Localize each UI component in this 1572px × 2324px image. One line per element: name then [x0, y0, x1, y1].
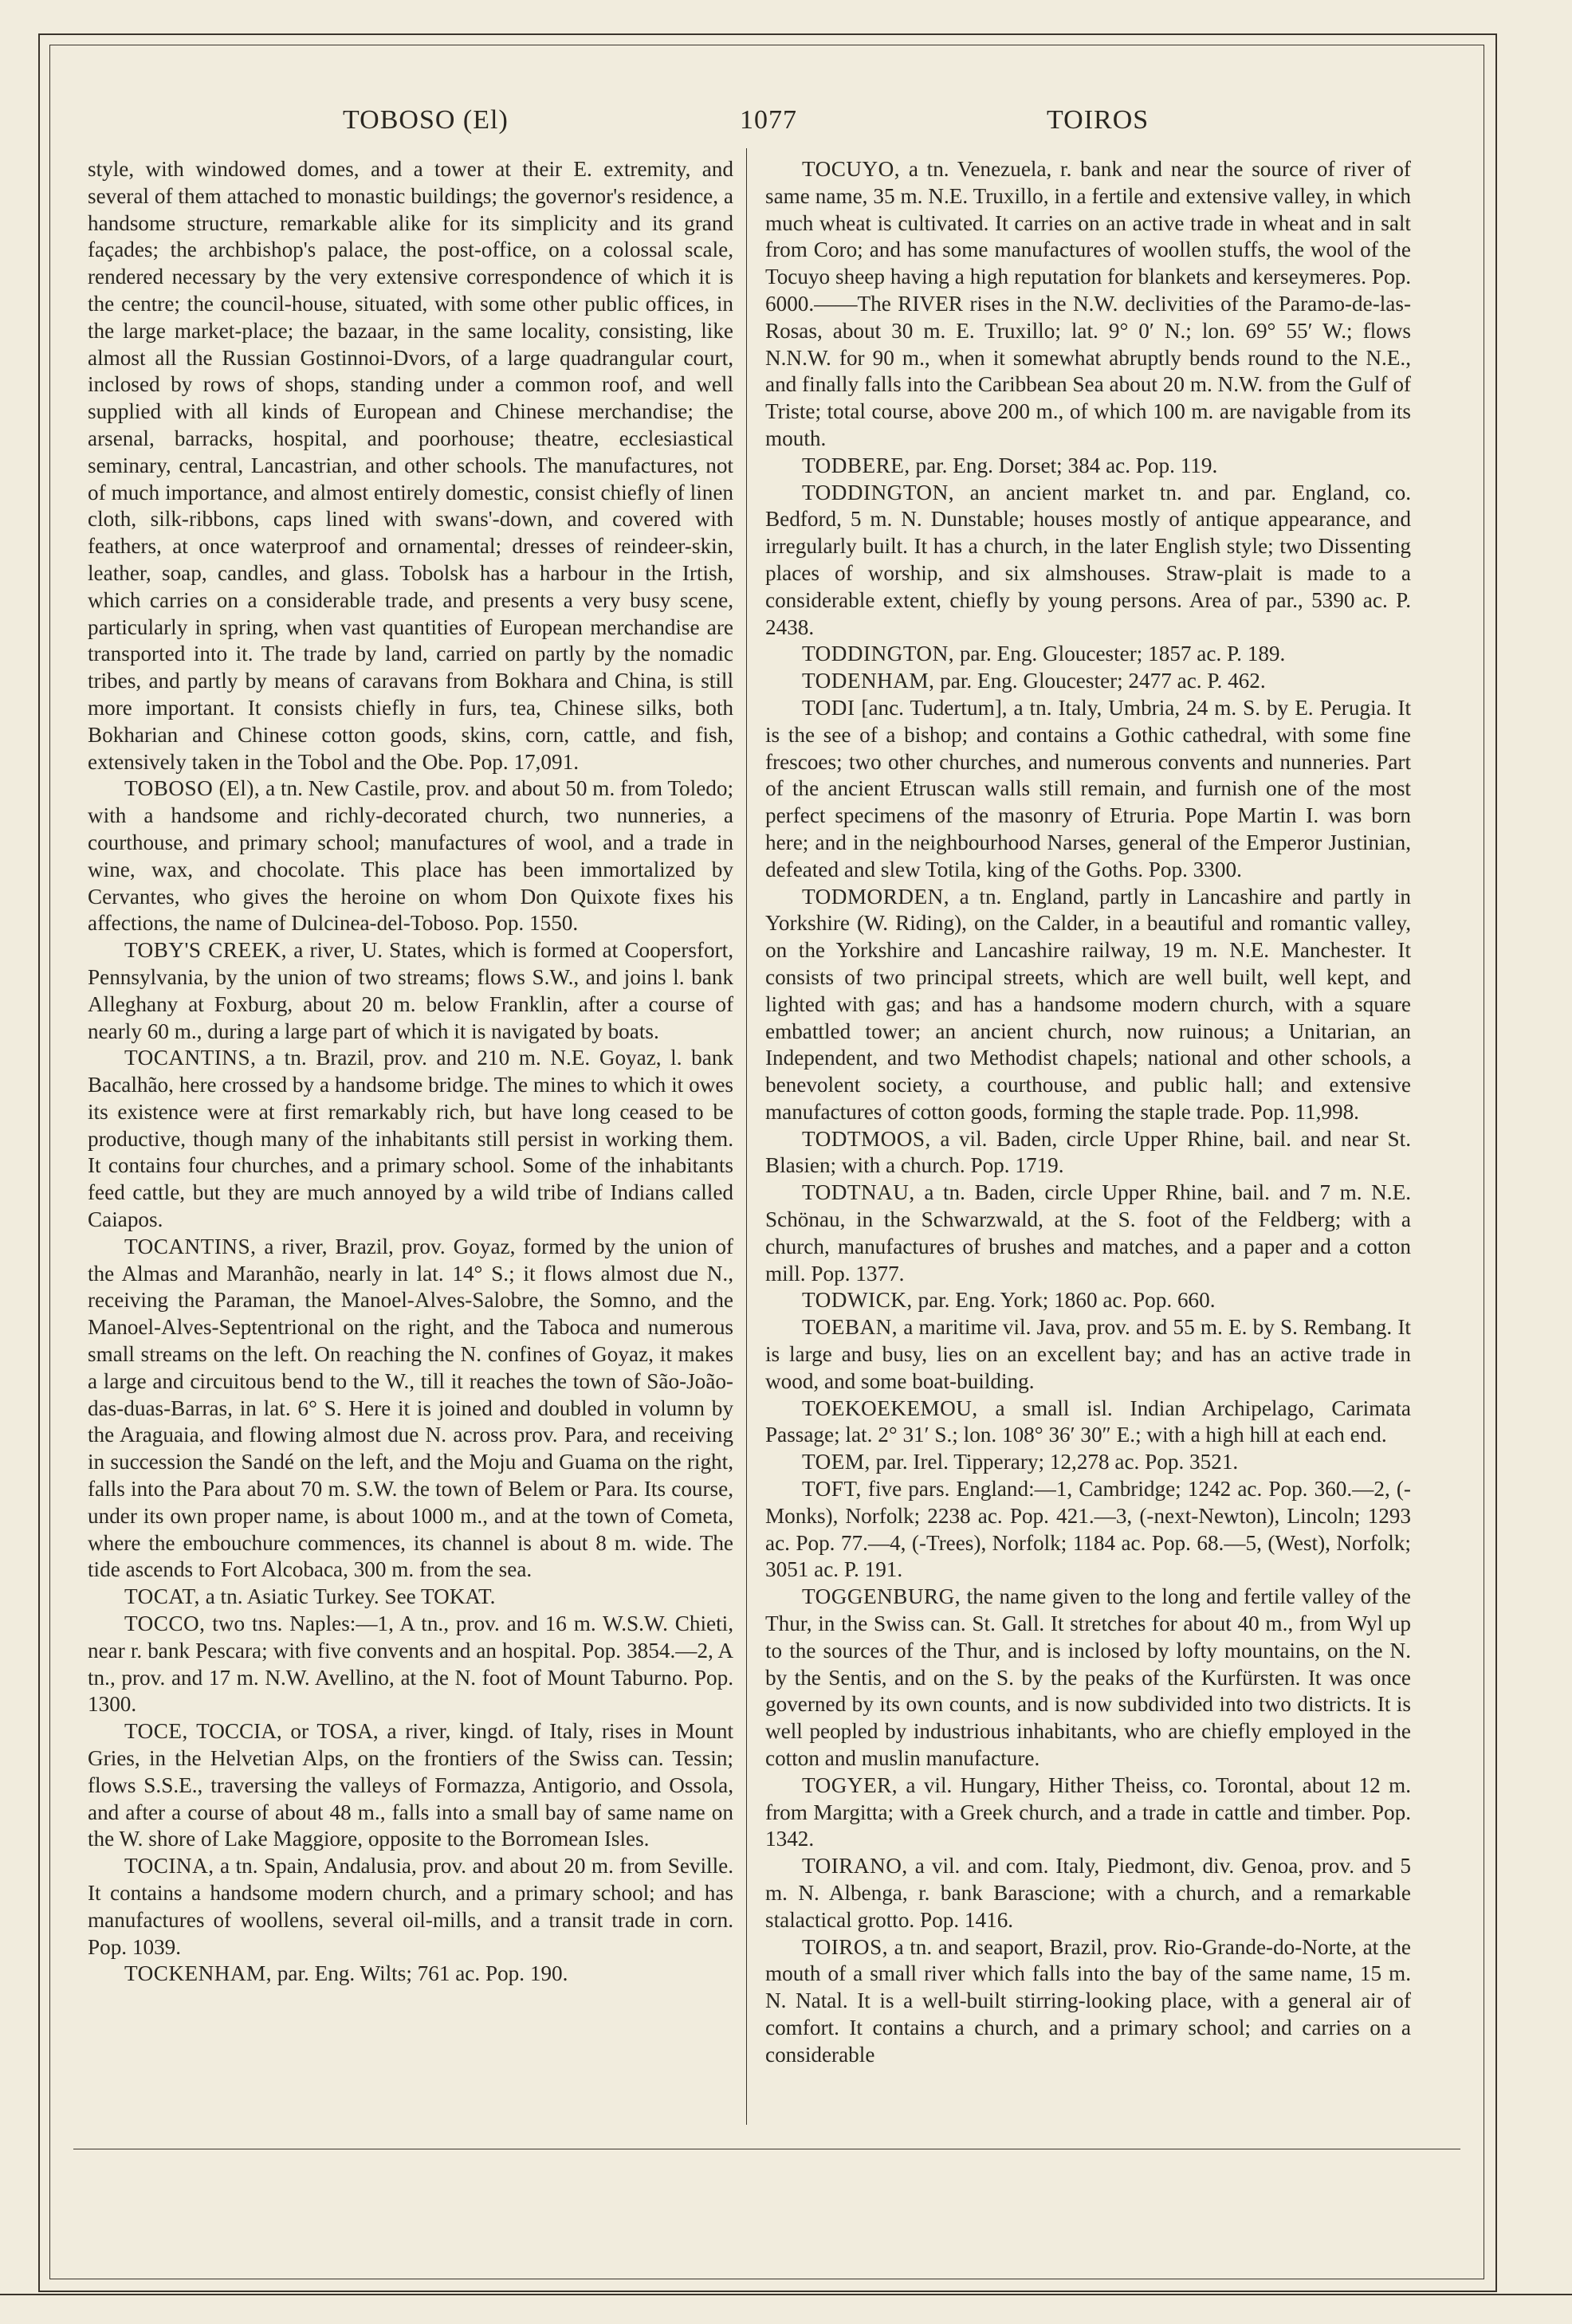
- entry-text: [anc. Tudertum], a tn. Italy, Umbria, 24 m. S. by E. Perugia. It is the see of a bishop; and contains a Gothic cathedral, with some fine frescoes; two other churches, and numerous convents and nunneries. Part of the ancient Etruscan walls still remain, and furnish one of the most perfect specimens of the masonry of Etruria. Pope Martin I. was born here; and in the neighbourhood Narses, general of the Emperor Justinian, defeated and slew Totila, king of the Goths. Pop. 3300.: [765, 695, 1411, 881]
- entry-headword: TODTMOOS,: [802, 1126, 931, 1151]
- entry-headword: TODWICK,: [802, 1288, 913, 1313]
- entry-headword: TOEBAN,: [802, 1315, 898, 1340]
- entry: [88, 156, 733, 775]
- entry: [88, 1718, 733, 1853]
- entry: [88, 1961, 733, 1988]
- entry-text: par. Eng. Dorset; 384 ac. Pop. 119.: [910, 453, 1218, 477]
- entry: [765, 156, 1411, 453]
- entry-headword: TODTNAU,: [802, 1180, 915, 1205]
- entry-headword: TOIRANO,: [802, 1854, 908, 1878]
- entry-headword: TOCKENHAM,: [124, 1961, 272, 1986]
- entry-text: a vil. Hungary, Hither Theiss, co. Torontal, about 12 m. from Margitta; with a Greek church, and a trade in cattle and timber. Pop. 1342.: [765, 1772, 1411, 1851]
- entry: [88, 1611, 733, 1718]
- entry-headword: TOCCO,: [124, 1611, 206, 1636]
- entry-headword: TOBOSO (El),: [124, 776, 261, 801]
- entry-headword: TODDINGTON,: [802, 642, 955, 666]
- entry-text: five pars. England:—1, Cambridge; 1242 ac. Pop. 360.—2, (-Monks), Norfolk; 2238 ac. Pop. 421.—3, (-next-Newton), Lincoln; 1293 ac. Pop. 77.—4, (-Trees), Norfolk; 1184 ac. Pop. 68.—5, (West), Norfolk; 3051 ac. P. 191.: [765, 1477, 1411, 1582]
- entry-text: a vil. Baden, circle Upper Rhine, bail. and near St. Blasien; with a church. Pop. 1719.: [765, 1126, 1411, 1178]
- entry-headword: TOCUYO,: [802, 157, 901, 181]
- entry-text: par. Eng. Wilts; 761 ac. Pop. 190.: [272, 1961, 568, 1986]
- entry: [88, 1853, 733, 1961]
- entry-text: a river, U. States, which is formed at Coopersfort, Pennsylvania, by the union of two streams; flows S.W., and joins l. bank Alleghany at Foxburg, about 20 m. below Franklin, after a course of nearly 60 m., during a large part of which it is navigated by boats.: [88, 938, 733, 1043]
- entry: [765, 1853, 1411, 1933]
- entry-headword: TODDINGTON,: [802, 480, 955, 504]
- entry-text: par. Eng. Gloucester; 2477 ac. P. 462.: [934, 669, 1266, 693]
- bottom-band-rule: [0, 2294, 1572, 2295]
- entry-headword: TODMORDEN,: [802, 884, 949, 909]
- header-right-guide-word: TOIROS: [1047, 105, 1150, 135]
- entry: [765, 884, 1411, 1126]
- entry-text: a tn. Asiatic Turkey. See TOKAT.: [199, 1584, 496, 1609]
- entry: [765, 453, 1411, 480]
- entry: [88, 1584, 733, 1611]
- column-divider: [746, 148, 747, 2125]
- entry: [765, 695, 1411, 884]
- entry-text: a vil. and com. Italy, Piedmont, div. Genoa, prov. and 5 m. N. Albenga, r. bank Barascione; with a church, and a remarkable stalactical grotto. Pop. 1416.: [765, 1854, 1411, 1932]
- entry-headword: TOEM,: [802, 1450, 870, 1474]
- entry: [765, 1396, 1411, 1450]
- entry-headword: TODENHAM,: [802, 669, 935, 693]
- entry: [765, 668, 1411, 695]
- entry-text: a small isl. Indian Archipelago, Carimata Passage; lat. 2° 31′ S.; lon. 108° 36′ 30″ E.; with a high hill at each end.: [765, 1396, 1411, 1447]
- entry: [765, 1934, 1411, 2069]
- entry-text: a tn. and seaport, Brazil, prov. Rio-Grande-do-Norte, at the mouth of a small river which falls into the bay of the same name, 15 m. N. Natal. It is a well-built stirring-looking place, with a general air of comfort. It contains a church, and a primary school; and carries on a considerable: [765, 1934, 1411, 2067]
- entry: [765, 1449, 1411, 1476]
- entry: [765, 480, 1411, 642]
- entry-headword: TOGGENBURG,: [802, 1584, 961, 1609]
- right-column: [765, 156, 1411, 2101]
- entry-text: a river, Brazil, prov. Goyaz, formed by the union of the Almas and Maranhão, nearly in lat. 14° S.; it flows almost due N., receiving the Paraman, the Manoel-Alves-Salobre, the Somno, and the Manoel-Alves-Septentrional on the right, and the Taboca and numerous small streams on the left. On reaching the N. confines of Goyaz, it makes a large and circuitous bend to the W., till it reaches the town of São-João-das-duas-Barras, in lat. 6° S. Here it is joined and doubled in volumn by the Araguaia, and flowing almost due N. across prov. Para, and receiving in succession the Sandé on the left, and the Moju and Guama on the right, falls into the Para about 70 m. S.W. the town of Belem or Para. Its course, under its own proper name, is about 1000 m., and at the town of Cometa, where the embouchure commences, its channel is about 8 m. wide. The tide ascends to Fort Alcobaca, 300 m. from the sea.: [88, 1234, 733, 1582]
- entry-headword: TODI: [802, 695, 855, 720]
- entry-headword: TOCANTINS,: [124, 1046, 257, 1070]
- entry-text: a tn. England, partly in Lancashire and partly in Yorkshire (W. Riding), on the Calder, in a beautiful and romantic valley, on the Yorkshire and Lancashire railway, 19 m. N.E. Manchester. It consists of two principal streets, which are well built, well kept, and lighted with gas; and has a handsome modern church, with a square embattled tower; an ancient church, now ruinous; a Unitarian, an Independent, and two Methodist chapels; national and other schools, a benevolent society, a courthouse, and public hall; and extensive manufactures of cotton goods, forming the staple trade. Pop. 11,998.: [765, 884, 1411, 1124]
- entry-text: two tns. Naples:—1, A tn., prov. and 16 m. W.S.W. Chieti, near r. bank Pescara; with five convents and an hospital. Pop. 3854.—2, A tn., prov. and 17 m. N.W. Avellino, at the N. foot of Mount Taburno. Pop. 1300.: [88, 1611, 733, 1717]
- entry-text: a tn. Venezuela, r. bank and near the source of river of same name, 35 m. N.E. Truxillo, in a fertile and extensive valley, in which much wheat is cultivated. It carries on an active trade in wheat and in salt from Coro; and has some manufactures of woollen stuffs, the wool of the Tocuyo sheep having a high reputation for blankets and kerseymeres. Pop. 6000.——The RIVER rises in the N.W. declivities of the Paramo-de-las-Rosas, about 30 m. E. Truxillo; lat. 9° 0′ N.; lon. 69° 55′ W.; flows N.N.W. for 90 m., when it somewhat abruptly bends round to the N.E., and finally falls into the Caribbean Sea about 20 m. N.W. from the Gulf of Triste; total course, above 200 m., of which 100 m. are navigable from its mouth.: [765, 157, 1411, 450]
- entry: [765, 1126, 1411, 1180]
- entry: [765, 1772, 1411, 1853]
- entry: [765, 641, 1411, 668]
- running-header: [88, 105, 1491, 143]
- entry-headword: TOEKOEKEMOU,: [802, 1396, 978, 1420]
- left-column: [88, 156, 733, 2101]
- entry-headword: TODBERE,: [802, 453, 910, 477]
- entry-headword: TOCANTINS,: [124, 1234, 257, 1258]
- entry-text: par. Eng. York; 1860 ac. Pop. 660.: [912, 1288, 1216, 1313]
- entry-text: a tn. Baden, circle Upper Rhine, bail. and 7 m. N.E. Schönau, in the Schwarzwald, at the S. foot of the Feldberg; with a church, manufactures of brushes and matches, and a paper and a cotton mill. Pop. 1377.: [765, 1180, 1411, 1286]
- entry-text: par. Eng. Gloucester; 1857 ac. P. 189.: [954, 642, 1286, 666]
- entry-headword: TOCAT,: [124, 1584, 200, 1609]
- page-number: 1077: [740, 105, 797, 135]
- entry: [765, 1314, 1411, 1395]
- entry-text: style, with windowed domes, and a tower at their E. extremity, and several of them attached to monastic buildings; the governor's residence, a handsome structure, remarkable alike for its simplicity and its grand façades; the archbishop's palace, the post-office, on a colossal scale, rendered necessary by the very extensive correspondence of which it is the centre; the council-house, situated, with some other public offices, in the large market-place; the bazaar, in the same locality, consisting, like almost all the Russian Gostinnoi-Dvors, of a large quadrangular court, inclosed by rows of shops, standing under a common roof, and well supplied with all kinds of European and Chinese merchandise; the arsenal, barracks, hospital, and poorhouse; theatre, ecclesiastical seminary, central, Lancastrian, and other schools. The manufactures, not of much importance, and almost entirely domestic, consist chiefly of linen cloth, silk-ribbons, caps lined with swans'-down, and covered with feathers, at once waterproof and ornamental; dresses of reindeer-skin, leather, soap, candles, and glass. Tobolsk has a harbour in the Irtish, which carries on a considerable trade, and presents a very busy scene, particularly in spring, when vast quantities of European merchandise are transported into it. The trade by land, carried on partly by the nomadic tribes, and partly by means of caravans from Bokhara and China, is still more important. It consists chiefly in furs, tea, Chinese silks, both Bokharian and Chinese cotton goods, skins, corn, cattle, and fish, extensively taken in the Tobol and the Obe. Pop. 17,091.: [88, 157, 733, 774]
- entry: [88, 937, 733, 1045]
- entry: [88, 1045, 733, 1234]
- entry: [88, 1234, 733, 1584]
- entry: [765, 1180, 1411, 1287]
- entry-headword: TOGYER,: [802, 1772, 898, 1797]
- entry-text: a maritime vil. Java, prov. and 55 m. E. by S. Rembang. It is large and busy, lies on an excellent bay; and has an active trade in wood, and some boat-building.: [765, 1315, 1411, 1393]
- entry: [765, 1476, 1411, 1584]
- entry-headword: TOIROS,: [802, 1934, 888, 1959]
- entry-text: par. Irel. Tipperary; 12,278 ac. Pop. 3521.: [870, 1450, 1239, 1474]
- entry-headword: TOBY'S CREEK,: [124, 938, 288, 963]
- entry-headword: TOFT,: [802, 1477, 862, 1502]
- entry-text: a tn. New Castile, prov. and about 50 m. from Toledo; with a handsome and richly-decorated church, two nunneries, a courthouse, and primary school; manufactures of wool, and a trade in wine, wax, and chocolate. This place has been immortalized by Cervantes, who gives the heroine on whom Don Quixote fixes his affections, the name of Dulcinea-del-Toboso. Pop. 1550.: [88, 776, 733, 936]
- entry: [765, 1287, 1411, 1314]
- entry-text: TOCCIA, or TOSA, a river, kingd. of Italy, rises in Mount Gries, in the Helvetian Alps, on the frontiers of the Swiss can. Tessin; flows S.S.E., traversing the valleys of Formazza, Antigorio, and Ossola, and after a course of about 48 m., falls into a small bay of same name on the W. shore of Lake Maggiore, opposite to the Borromean Isles.: [88, 1719, 733, 1851]
- header-left-guide-word: TOBOSO (El): [343, 105, 509, 135]
- entry-text: a tn. Spain, Andalusia, prov. and about 20 m. from Seville. It contains a handsome modern church, and a primary school; and has manufactures of woollens, several oil-mills, and a transit trade in corn. Pop. 1039.: [88, 1854, 733, 1959]
- entry-text: an ancient market tn. and par. England, co. Bedford, 5 m. N. Dunstable; houses mostly of antique appearance, and irregularly built. It has a church, in the later English style; two Dissenting places of worship, and six almshouses. Straw-plait is made to a considerable extent, chiefly by young persons. Area of par., 5390 ac. P. 2438.: [765, 480, 1411, 639]
- entry-text: a tn. Brazil, prov. and 210 m. N.E. Goyaz, l. bank Bacalhão, here crossed by a handsome bridge. The mines to which it owes its existence were at first remarkably rich, but have long ceased to be productive, though many of the inhabitants still persist in working them. It contains four churches, and a primary school. Some of the inhabitants feed cattle, but they are much annoyed by a wild tribe of Indians called Caiapos.: [88, 1046, 733, 1232]
- entry-headword: TOCE,: [124, 1719, 188, 1744]
- entry-headword: TOCINA,: [124, 1854, 214, 1878]
- entry: [765, 1584, 1411, 1772]
- entry-text: the name given to the long and fertile valley of the Thur, in the Swiss can. St. Gall. It stretches for about 40 m., from Wyl up to the sources of the Thur, and is inclosed by lofty mountains, on the N. by the Sentis, and on the S. by the peaks of the Kurfürsten. It was once governed by its own counts, and is now subdivided into two districts. It is well peopled by industrious inhabitants, who are chiefly employed in the cotton and muslin manufacture.: [765, 1584, 1411, 1771]
- entry: [88, 775, 733, 937]
